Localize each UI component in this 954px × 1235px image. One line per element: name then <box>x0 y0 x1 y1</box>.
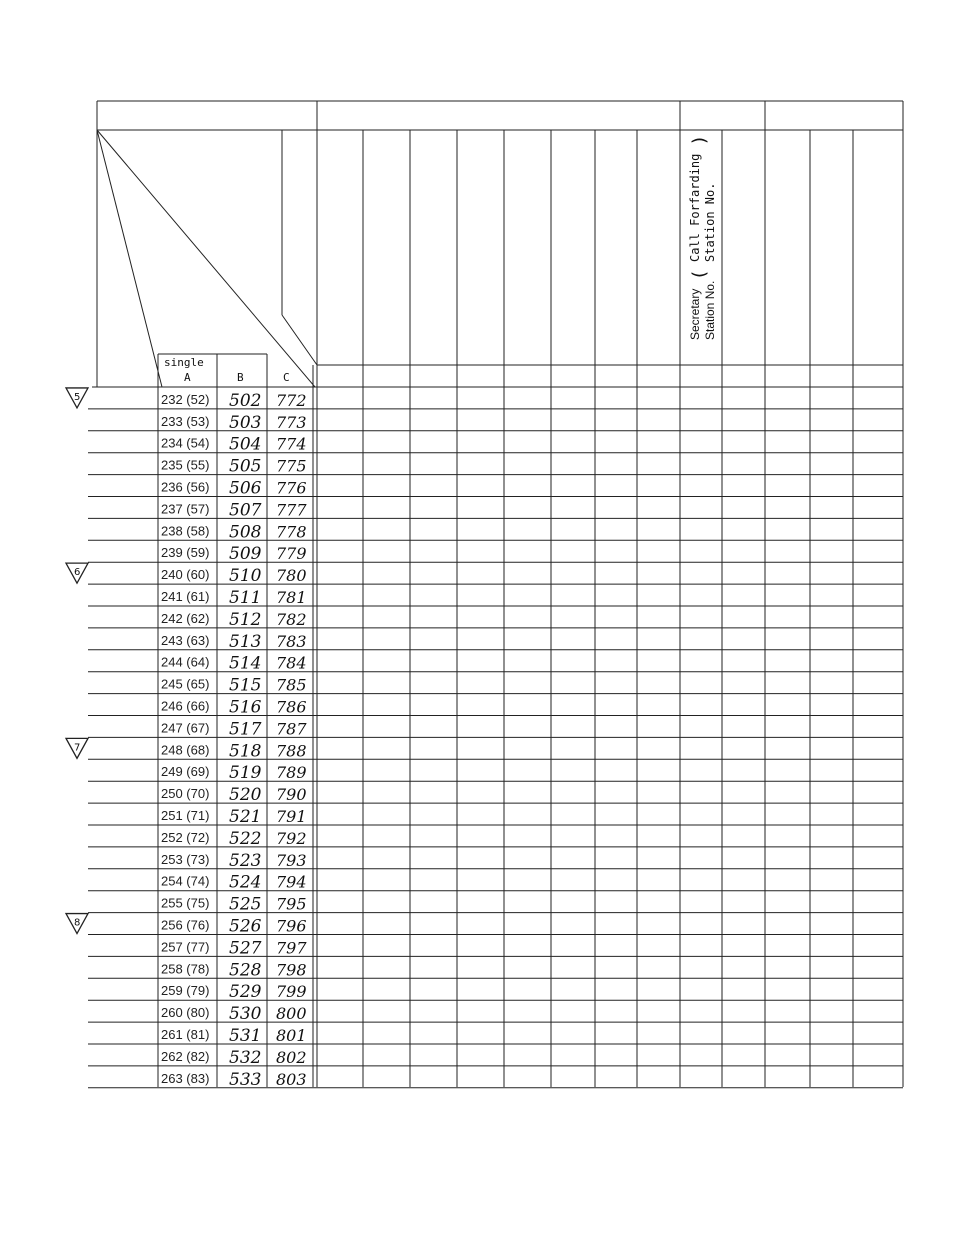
extension-c-cell: 784 <box>276 653 307 673</box>
extension-c-cell: 793 <box>276 850 307 870</box>
table-row <box>161 785 307 805</box>
table-row <box>161 873 307 893</box>
extension-c-cell: 785 <box>276 675 307 695</box>
extension-b-cell: 503 <box>229 412 262 433</box>
table-row <box>161 610 307 630</box>
col-a-label-top: single <box>164 356 204 369</box>
table-rows <box>161 391 307 1090</box>
extension-c-cell: 772 <box>276 390 307 410</box>
triangle-marker-label: 8 <box>74 917 81 929</box>
table-row <box>161 457 307 477</box>
extension-a-cell: 234 (54) <box>161 435 210 451</box>
triangle-marker-label: 5 <box>74 391 81 403</box>
extension-c-cell: 789 <box>276 763 307 783</box>
extension-b-cell: 520 <box>229 785 262 806</box>
extension-b-cell: 506 <box>229 478 262 499</box>
extension-b-cell: 532 <box>229 1047 262 1068</box>
extension-a-cell: 245 (65) <box>161 676 210 692</box>
call-forwarding-label: Call Forfarding <box>688 153 702 262</box>
table-row <box>161 741 307 761</box>
extension-c-cell: 774 <box>276 434 307 454</box>
extension-a-cell: 236 (56) <box>161 479 210 495</box>
extension-c-cell: 777 <box>276 500 307 520</box>
extension-a-cell: 249 (69) <box>161 764 210 780</box>
extension-c-cell: 778 <box>276 522 307 542</box>
extension-a-cell: 254 (74) <box>161 873 210 889</box>
extension-a-cell: 252 (72) <box>161 829 210 845</box>
extension-a-cell: 237 (57) <box>161 501 210 517</box>
extension-a-cell: 253 (73) <box>161 851 210 867</box>
extension-b-cell: 531 <box>229 1026 262 1046</box>
group-marker-triangle <box>66 388 88 408</box>
extension-c-cell: 783 <box>276 631 307 651</box>
extension-a-cell: 232 (52) <box>161 391 210 407</box>
header-labels <box>164 137 717 384</box>
table-row <box>161 917 307 937</box>
table-row <box>161 1048 307 1068</box>
extension-a-cell: 256 (76) <box>161 917 210 933</box>
table-row <box>161 1070 307 1090</box>
triangle-marker-label: 6 <box>74 567 81 579</box>
extension-b-cell: 502 <box>229 390 262 411</box>
extension-b-cell: 522 <box>229 828 262 849</box>
extension-a-cell: 247 (67) <box>161 720 210 736</box>
extension-a-cell: 241 (61) <box>161 589 210 604</box>
station-no-label: Station No. <box>703 280 717 340</box>
table-row <box>161 982 307 1002</box>
extension-c-cell: 791 <box>276 807 307 826</box>
extension-b-cell: 514 <box>229 653 262 674</box>
extension-b-cell: 507 <box>229 500 262 521</box>
extension-a-cell: 262 (82) <box>161 1048 210 1064</box>
extension-b-cell: 525 <box>229 894 262 915</box>
extension-a-cell: 235 (55) <box>161 457 210 473</box>
table-row <box>161 479 307 499</box>
table-row <box>161 676 307 696</box>
extension-a-cell: 263 (83) <box>161 1070 210 1086</box>
table-row <box>161 588 307 608</box>
row-separator-lines <box>88 387 903 1088</box>
extension-b-cell: 521 <box>229 807 262 827</box>
extension-a-cell: 238 (58) <box>161 523 210 539</box>
extension-a-cell: 244 (64) <box>161 654 210 670</box>
extension-b-cell: 510 <box>229 566 262 587</box>
secretary-label: Secretary <box>688 288 702 340</box>
table-row <box>161 654 307 674</box>
extension-c-cell: 800 <box>276 1004 307 1024</box>
table-row <box>161 435 307 455</box>
extension-b-cell: 509 <box>229 544 262 565</box>
extension-b-cell: 517 <box>229 719 262 740</box>
extension-c-cell: 794 <box>276 872 307 892</box>
extension-c-cell: 786 <box>276 697 307 717</box>
table-row <box>161 1026 307 1046</box>
extension-c-cell: 781 <box>276 588 307 607</box>
extension-a-cell: 258 (78) <box>161 961 210 977</box>
row-group-markers <box>66 388 88 934</box>
group-marker-triangle <box>66 563 88 583</box>
table-row <box>161 1004 307 1024</box>
table-row <box>161 391 307 411</box>
extension-b-cell: 533 <box>229 1069 262 1090</box>
extension-c-cell: 802 <box>276 1047 307 1067</box>
extension-c-cell: 782 <box>276 609 307 629</box>
triangle-marker-label: 7 <box>74 742 81 754</box>
extension-c-cell: 788 <box>276 741 307 761</box>
extension-b-cell: 523 <box>229 850 262 871</box>
group-marker-triangle <box>66 738 88 758</box>
bracket-close: ) <box>689 136 710 144</box>
table-row <box>161 566 307 586</box>
extension-b-cell: 505 <box>229 456 262 477</box>
extension-b-cell: 527 <box>229 938 262 959</box>
table-row <box>161 763 307 783</box>
table-row <box>161 895 307 915</box>
extension-c-cell: 803 <box>276 1069 307 1089</box>
extension-b-cell: 518 <box>229 741 262 762</box>
extension-a-cell: 239 (59) <box>161 545 210 561</box>
extension-c-cell: 773 <box>276 412 307 432</box>
extension-a-cell: 259 (79) <box>161 983 210 999</box>
extension-b-cell: 515 <box>229 675 262 696</box>
extension-a-cell: 257 (77) <box>161 939 210 955</box>
extension-b-cell: 504 <box>229 434 262 455</box>
extension-b-cell: 528 <box>229 960 262 981</box>
extension-b-cell: 526 <box>229 916 262 937</box>
extension-a-cell: 260 (80) <box>161 1005 210 1021</box>
extension-c-cell: 799 <box>276 982 307 1002</box>
extension-a-cell: 261 (81) <box>161 1027 210 1042</box>
extension-c-cell: 779 <box>276 544 307 564</box>
extension-b-cell: 524 <box>229 872 262 893</box>
extension-c-cell: 787 <box>276 719 307 739</box>
col-a-label-bottom: A <box>184 371 191 384</box>
table-row <box>161 807 307 827</box>
col-b-label: B <box>237 371 244 384</box>
extension-a-cell: 248 (68) <box>161 742 210 758</box>
extension-b-cell: 508 <box>229 522 262 543</box>
table-row <box>161 960 307 980</box>
extension-b-cell: 516 <box>229 697 262 718</box>
extension-a-cell: 243 (63) <box>161 632 210 648</box>
extension-a-cell: 233 (53) <box>161 413 210 429</box>
bracket-open: ( <box>689 270 710 278</box>
extension-b-cell: 511 <box>229 588 262 608</box>
extension-a-cell: 242 (62) <box>161 610 210 626</box>
table-row <box>161 698 307 718</box>
extension-a-cell: 251 (71) <box>161 808 210 823</box>
extension-b-cell: 513 <box>229 631 262 652</box>
table-row <box>161 632 307 652</box>
table-row <box>161 851 307 871</box>
extension-a-cell: 246 (66) <box>161 698 210 714</box>
extension-a-cell: 240 (60) <box>161 567 210 583</box>
table-row <box>161 413 307 433</box>
extension-c-cell: 797 <box>276 938 307 958</box>
col-c-label: C <box>283 371 290 384</box>
group-marker-triangle <box>66 914 88 934</box>
table-row <box>161 938 307 958</box>
extension-a-cell: 255 (75) <box>161 895 210 911</box>
table-row <box>161 829 307 849</box>
extension-c-cell: 780 <box>276 566 307 586</box>
extension-c-cell: 790 <box>276 785 307 805</box>
extension-c-cell: 792 <box>276 828 307 848</box>
table-row <box>161 522 307 542</box>
table-row <box>161 544 307 564</box>
call-forwarding-station-label: Station No. <box>703 182 717 262</box>
extension-c-cell: 798 <box>276 960 307 980</box>
extension-c-cell: 801 <box>276 1026 307 1045</box>
extension-b-cell: 519 <box>229 763 262 784</box>
extension-b-cell: 530 <box>229 1004 262 1025</box>
extension-c-cell: 796 <box>276 916 307 936</box>
table-row <box>161 719 307 739</box>
extension-b-cell: 529 <box>229 982 262 1003</box>
extension-b-cell: 512 <box>229 609 262 630</box>
extension-c-cell: 795 <box>276 894 307 914</box>
form-grid-lines <box>97 101 903 1087</box>
table-row <box>161 500 307 520</box>
extension-a-cell: 250 (70) <box>161 786 210 802</box>
extension-c-cell: 775 <box>276 456 307 476</box>
extension-c-cell: 776 <box>276 478 307 498</box>
